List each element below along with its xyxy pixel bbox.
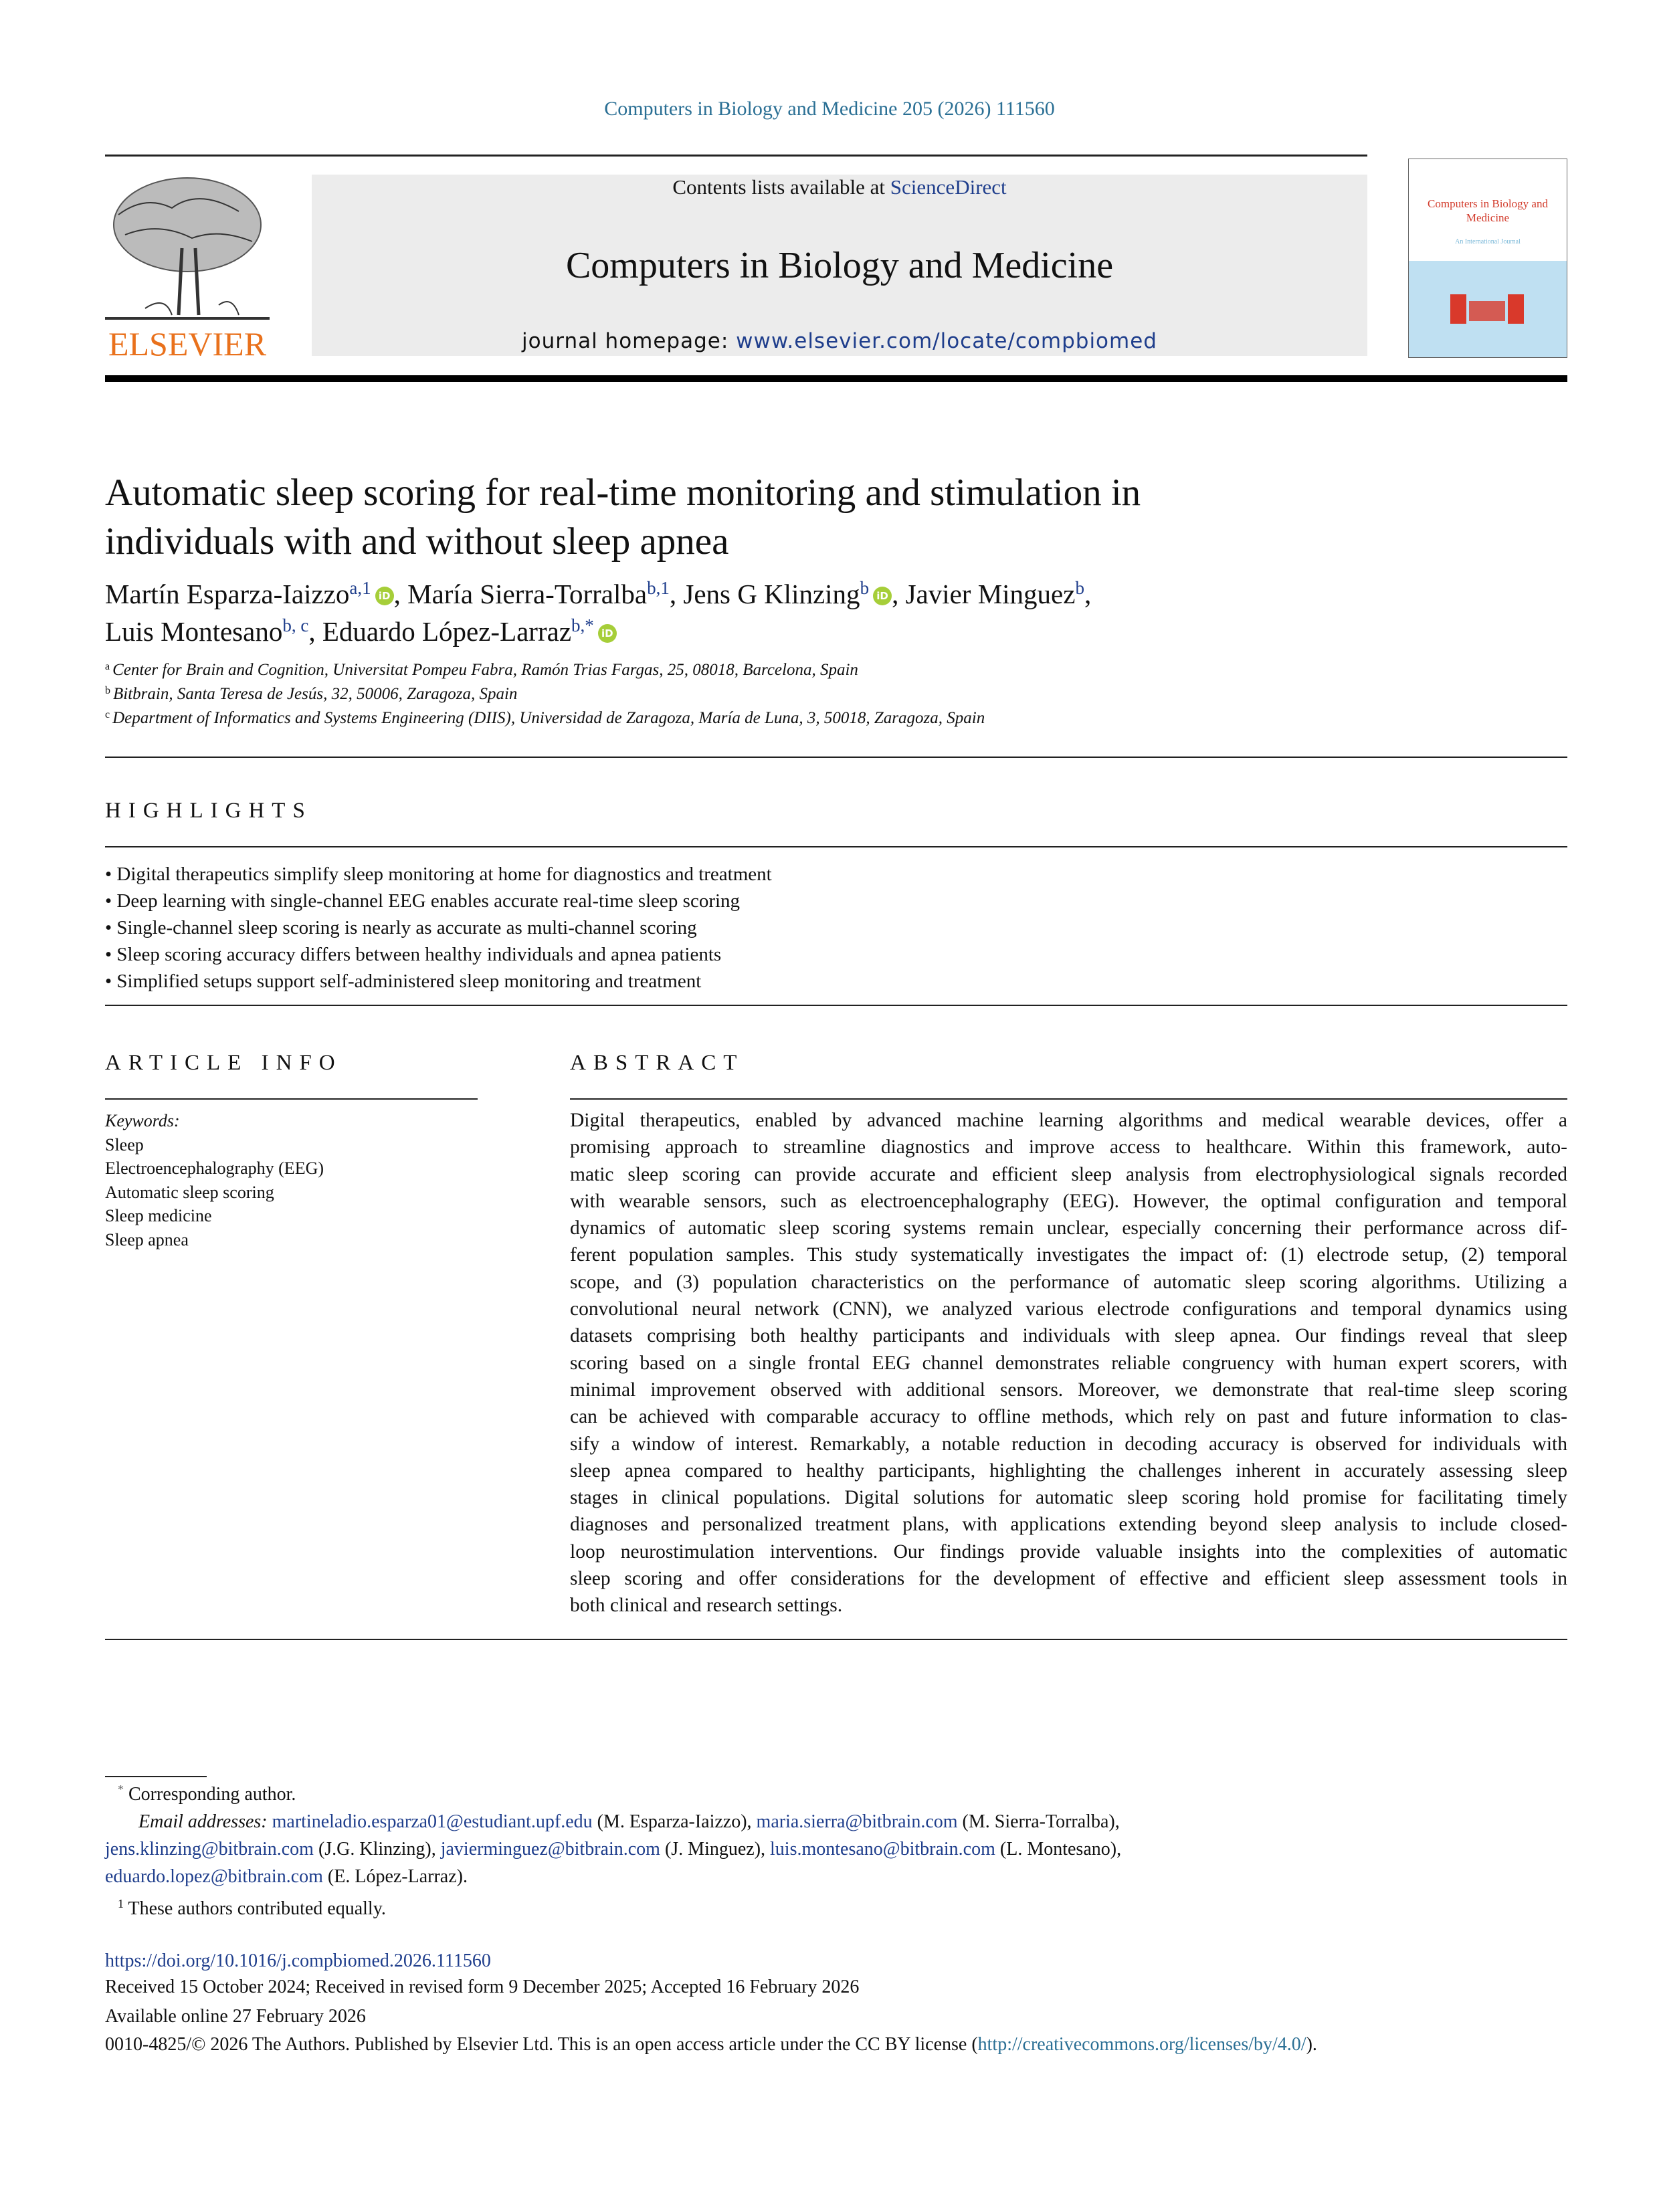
affiliation-b <box>105 685 517 704</box>
equal-contribution-footnote <box>118 1898 386 1920</box>
abstract-line: matic sleep scoring can provide accurate and efficient sleep analysis from electrophysiological signals recorded <box>570 1163 1567 1185</box>
author-affil-marker[interactable]: b <box>860 578 870 598</box>
journal-cover-thumbnail[interactable] <box>1408 159 1567 358</box>
author-affil-marker[interactable]: b, c <box>282 615 309 635</box>
author-name[interactable]: Martín Esparza-Iaizzo <box>105 579 350 609</box>
abstract-line: dynamics of automatic sleep scoring systems remain unclear, especially concerning their performance across dif- <box>570 1217 1567 1239</box>
author-name[interactable]: Jens G Klinzing <box>683 579 860 609</box>
copyright-text: 0010-4825/© 2026 The Authors. Published by Elsevier Ltd. This is an open access article under the CC BY license ( <box>105 2034 978 2055</box>
abstract-line: minimal improvement observed with additional sensors. Moreover, we demonstrate that real-time sleep scoring <box>570 1379 1567 1401</box>
homepage-link[interactable]: www.elsevier.com/locate/compbiomed <box>736 329 1157 353</box>
highlight-item: • Simplified setups support self-administered sleep monitoring and treatment <box>105 968 772 995</box>
abstract-line: promising approach to streamline diagnostics and improve access to healthcare. Within this framework, auto- <box>570 1136 1567 1159</box>
elsevier-wordmark: ELSEVIER <box>108 325 267 359</box>
abstract-line: both clinical and research settings. <box>570 1595 843 1617</box>
article-info-heading: ARTICLE INFO <box>105 1051 343 1075</box>
asterisk-mark: * <box>118 1783 124 1796</box>
contents-line <box>312 175 1367 199</box>
author-affil-marker[interactable]: b <box>1075 578 1084 598</box>
email-owner: (M. Esparza-Iaizzo), <box>592 1811 757 1832</box>
abstract-body <box>570 1107 1567 1619</box>
abstract-line: datasets comprising both healthy participants and individuals with sleep apnea. Our findings reveal that sleep <box>570 1325 1567 1347</box>
email-line-3 <box>105 1866 468 1888</box>
highlight-item: • Deep learning with single-channel EEG enables accurate real-time sleep scoring <box>105 888 772 914</box>
author-affil-marker[interactable]: b,* <box>571 615 594 635</box>
divider <box>105 846 1567 847</box>
divider <box>105 757 1567 758</box>
email-label: Email addresses: <box>138 1811 268 1832</box>
email-line-2 <box>105 1839 1121 1860</box>
email-link[interactable]: jens.klinzing@bitbrain.com <box>105 1839 314 1859</box>
copyright-suffix: ). <box>1306 2034 1317 2055</box>
abstract-heading: ABSTRACT <box>570 1051 745 1075</box>
author-name[interactable]: Eduardo López-Larraz <box>322 616 572 647</box>
abstract-line: scope, and (3) population characteristics on the performance of automatic sleep scoring algorithms. Utilizing a <box>570 1271 1567 1293</box>
corresponding-footnote <box>118 1784 296 1805</box>
journal-homepage <box>312 329 1367 353</box>
abstract-line: loop neurostimulation interventions. Our findings provide valuable insights into the complexities of automatic <box>570 1540 1567 1563</box>
abstract-line: sify a window of interest. Remarkably, a notable reduction in decoding accuracy is observed for individuals with <box>570 1433 1567 1455</box>
affiliation-text: Center for Brain and Cognition, Universitat Pompeu Fabra, Ramón Trias Fargas, 25, 08018, Barcelona, Spain <box>112 661 858 679</box>
keywords-list <box>105 1109 324 1251</box>
affiliation-a <box>105 661 858 680</box>
divider <box>570 1098 1567 1100</box>
affiliation-text: Department of Informatics and Systems Engineering (DIIS), Universidad de Zaragoza, María de Luna, 3, 50018, Zaragoza, Spain <box>112 709 985 727</box>
abstract-line: Digital therapeutics, enabled by advanced machine learning algorithms and medical wearable devices, offer a <box>570 1110 1567 1131</box>
keyword: Sleep medicine <box>105 1206 212 1225</box>
abstract-line: convolutional neural network (CNN), we analyzed various electrode configurations and temporal dynamics using <box>570 1298 1567 1320</box>
email-owner: (M. Sierra-Torralba), <box>957 1811 1120 1832</box>
footnote-rule <box>105 1776 207 1777</box>
equal-contribution-text: These authors contributed equally. <box>128 1898 386 1919</box>
divider <box>105 1639 1567 1640</box>
license-link[interactable]: http://creativecommons.org/licenses/by/4.0/ <box>977 2034 1306 2055</box>
journal-title: Computers in Biology and Medicine <box>565 245 1114 286</box>
affiliation-mark: b <box>105 685 110 696</box>
affiliation-mark: c <box>105 709 110 720</box>
homepage-prefix: journal homepage: <box>522 329 737 353</box>
header-thick-rule <box>105 375 1567 382</box>
abstract-line: diagnoses and personalized treatment plans, with applications extending beyond sleep analysis to include closed- <box>570 1514 1567 1536</box>
abstract-line: with wearable sensors, such as electroencephalography (EEG). However, the optimal configuration and temporal <box>570 1190 1567 1212</box>
keyword: Electroencephalography (EEG) <box>105 1159 324 1178</box>
cover-art <box>1409 261 1567 357</box>
author-affil-marker[interactable]: b,1 <box>647 578 670 598</box>
highlights-heading: HIGHLIGHTS <box>105 799 312 823</box>
affiliation-text: Bitbrain, Santa Teresa de Jesús, 32, 50006, Zaragoza, Spain <box>113 685 518 703</box>
keyword: Sleep apnea <box>105 1229 189 1249</box>
available-online: Available online 27 February 2026 <box>105 2006 366 2027</box>
keywords-label: Keywords: <box>105 1111 180 1130</box>
highlight-item: • Digital therapeutics simplify sleep monitoring at home for diagnostics and treatment <box>105 861 772 888</box>
divider <box>105 1098 478 1100</box>
keyword: Sleep <box>105 1134 144 1154</box>
abstract-line: stages in clinical populations. Digital solutions for automatic sleep scoring hold promise for facilitating timely <box>570 1487 1567 1509</box>
email-link[interactable]: maria.sierra@bitbrain.com <box>756 1811 958 1832</box>
email-link[interactable]: martineladio.esparza01@estudiant.upf.edu <box>272 1811 593 1832</box>
elsevier-tree-icon <box>105 175 270 359</box>
email-line-1 <box>138 1811 1120 1833</box>
affiliation-c <box>105 709 985 728</box>
highlight-item: • Sleep scoring accuracy differs between healthy individuals and apnea patients <box>105 941 772 968</box>
email-link[interactable]: eduardo.lopez@bitbrain.com <box>105 1866 323 1887</box>
highlights-list <box>105 861 772 995</box>
email-owner: (E. López-Larraz). <box>322 1866 468 1887</box>
abstract-line: can be achieved with comparable accuracy to offline methods, which rely on past and future information to clas- <box>570 1406 1567 1428</box>
abstract-line: ferent population samples. This study systematically investigates the impact of: (1) electrode setup, (2) temporal <box>570 1244 1567 1266</box>
author-name[interactable]: Javier Minguez <box>905 579 1076 609</box>
footnote-mark: 1 <box>118 1897 124 1910</box>
cover-subtitle: An International Journal <box>1455 238 1521 245</box>
abstract-line: scoring based on a single frontal EEG channel demonstrates reliable congruency with human expert scorers, with <box>570 1352 1567 1374</box>
elsevier-logo[interactable] <box>105 175 270 359</box>
affiliation-mark: a <box>105 661 110 672</box>
title-line-1: Automatic sleep scoring for real-time monitoring and stimulation in <box>105 472 1141 514</box>
abstract-line: sleep apnea compared to healthy participants, highlighting the challenges inherent in accurately assessing sleep <box>570 1460 1567 1482</box>
orcid-icon[interactable]: iD <box>375 587 394 605</box>
author-list: Martín Esparza-Iaizzo$^{a,1}$ iD , María Sierra-Torralba$^{b,1}$, Jens G Klinzing$^b$ iD , Javier Minguez$^b$, Luis Montesano$^{b, c}$, Eduardo López-Larraz$^{b,*}$ iD <box>105 578 1092 647</box>
contents-prefix: Contents lists available at <box>672 175 890 199</box>
email-owner: (L. Montesano), <box>995 1839 1122 1859</box>
header-top-rule <box>105 155 1367 157</box>
orcid-icon[interactable]: iD <box>873 587 892 605</box>
divider <box>105 1005 1567 1006</box>
doi-link[interactable]: https://doi.org/10.1016/j.compbiomed.2026.111560 <box>105 1950 491 1971</box>
email-link[interactable]: luis.montesano@bitbrain.com <box>770 1839 995 1859</box>
highlight-item: • Single-channel sleep scoring is nearly as accurate as multi-channel scoring <box>105 914 772 941</box>
title-line-2: individuals with and without sleep apnea <box>105 520 729 563</box>
author-name[interactable]: María Sierra-Torralba <box>407 579 648 609</box>
corresponding-text: Corresponding author. <box>128 1784 296 1805</box>
author-affil-marker[interactable]: a,1 <box>349 578 371 598</box>
orcid-icon[interactable]: iD <box>598 624 617 643</box>
abstract-line: sleep scoring and offer considerations for the development of effective and efficient sleep assessment tools in <box>570 1568 1567 1590</box>
email-owner: (J. Minguez), <box>660 1839 771 1859</box>
email-link[interactable]: javierminguez@bitbrain.com <box>440 1839 660 1859</box>
email-owner: (J.G. Klinzing), <box>313 1839 441 1859</box>
article-title <box>105 468 1443 566</box>
author-name[interactable]: Luis Montesano <box>105 616 283 647</box>
received-dates: Received 15 October 2024; Received in revised form 9 December 2025; Accepted 16 February 2026 <box>105 1977 860 1997</box>
keyword: Automatic sleep scoring <box>105 1182 274 1202</box>
journal-reference[interactable]: Computers in Biology and Medicine 205 (2026) 111560 <box>604 98 1055 120</box>
sciencedirect-link[interactable]: ScienceDirect <box>890 175 1007 199</box>
cover-title: Computers in Biology and Medicine <box>1428 197 1548 224</box>
copyright-line <box>105 2034 1317 2055</box>
